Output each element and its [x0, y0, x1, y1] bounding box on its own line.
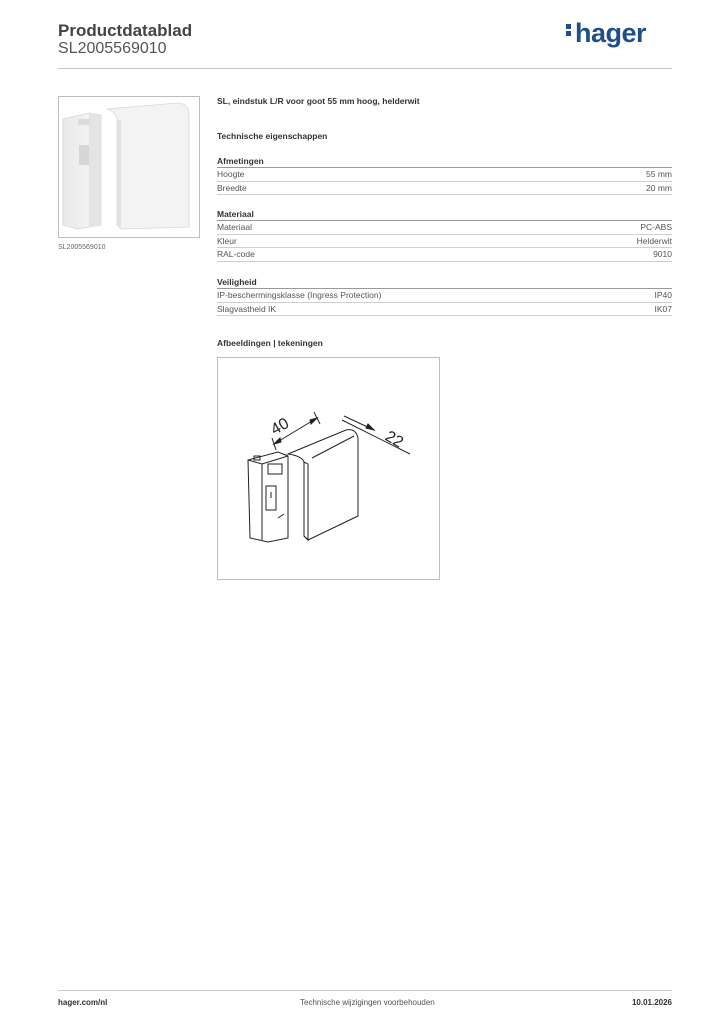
spec-label: IP-beschermingsklasse (Ingress Protection) [217, 290, 382, 300]
spec-label: Breedte [217, 182, 247, 193]
spec-label: Slagvastheid IK [217, 303, 277, 314]
spec-row [217, 303, 672, 317]
dimension-label-b: 22 [382, 427, 406, 452]
logo-text: hager [575, 18, 647, 48]
product-photo [58, 96, 200, 238]
product-photo-icon [59, 97, 199, 237]
spec-label: Hoogte [217, 169, 245, 179]
tech-section-title: Technische eigenschappen [217, 131, 328, 141]
spec-group-material [217, 208, 672, 262]
spec-row [217, 168, 672, 182]
spec-value: 55 mm [646, 169, 672, 179]
spec-value: PC-ABS [640, 222, 672, 232]
product-code: SL2005569010 [58, 40, 167, 57]
spec-row [217, 235, 672, 249]
photo-caption: SL2005569010 [58, 244, 106, 251]
footer-date: 10.01.2026 [631, 998, 672, 1007]
footer-divider [58, 990, 672, 991]
logo-dots-icon [566, 22, 572, 38]
spec-value: Helderwit [636, 235, 672, 246]
spec-label: Kleur [217, 235, 237, 246]
spec-row [217, 182, 672, 196]
header-divider [58, 68, 672, 69]
spec-value: 9010 [653, 249, 672, 259]
spec-row [217, 221, 672, 235]
spec-group-title: Veiligheid [217, 276, 672, 289]
technical-drawing [217, 357, 440, 580]
spec-value: IP40 [654, 290, 672, 300]
spec-value: IK07 [654, 303, 672, 314]
spec-group-safety [217, 276, 672, 316]
images-section-title: Afbeeldingen | tekeningen [217, 338, 323, 348]
product-title: SL, eindstuk L/R voor goot 55 mm hoog, helderwit [217, 96, 420, 106]
spec-value: 20 mm [646, 182, 672, 193]
footer-disclaimer: Technische wijzigingen voorbehouden [300, 998, 435, 1007]
spec-group-title: Materiaal [217, 208, 672, 221]
spec-row [217, 289, 672, 303]
spec-group-title: Afmetingen [217, 155, 672, 168]
dimension-label-a: 40 [268, 415, 293, 439]
footer-website-link[interactable]: hager.com/nl [58, 998, 108, 1007]
hager-logo [566, 18, 646, 49]
spec-row [217, 248, 672, 262]
page-title: Productdatablad [58, 21, 193, 40]
spec-label: Materiaal [217, 222, 252, 232]
spec-group-dimensions [217, 155, 672, 195]
spec-label: RAL-code [217, 249, 255, 259]
technical-drawing-icon [218, 358, 439, 579]
